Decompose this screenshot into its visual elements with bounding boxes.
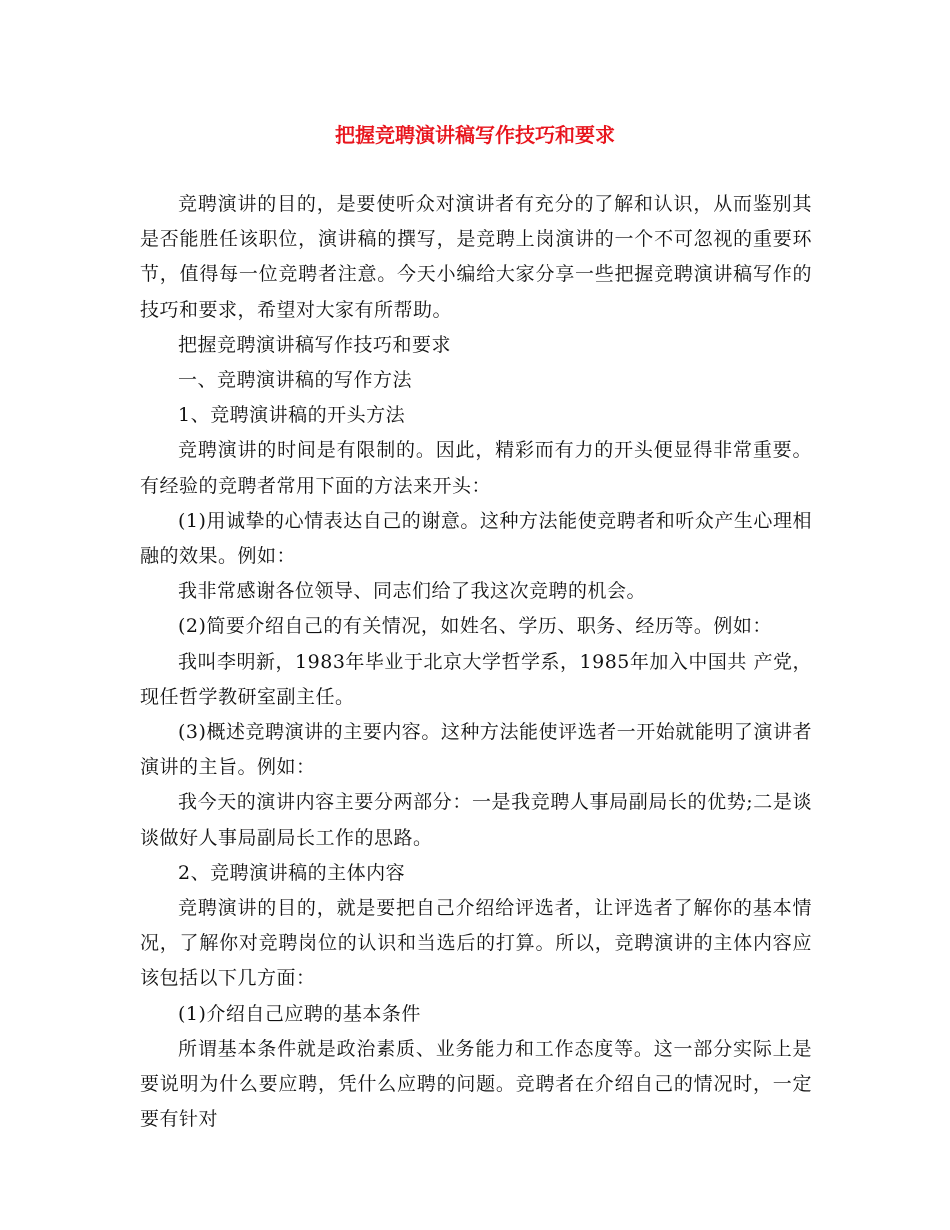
document-body [140,187,812,1137]
list-item-gratitude: (1)用诚挚的心情表达自己的谢意。这种方法能使竞聘者和听众产生心理相融的效果。例如： [140,509,812,568]
example-overview: 我今天的演讲内容主要分两部分：一是我竞聘人事局副局长的优势;二是谈谈做好人事局副局长工作的思路。 [140,791,812,849]
list-item-basic-conditions: (1)介绍自己应聘的基本条件 [178,1002,421,1025]
list-item-self-intro: (2)简要介绍自己的有关情况，如姓名、学历、职务、经历等。例如： [178,615,772,638]
example-self-intro: 我叫李明新，1983年毕业于北京大学哲学系，1985年加入中国共 产党，现任哲学教研室副主任。 [140,650,812,708]
paragraph-opening-importance: 竞聘演讲的时间是有限制的。因此，精彩而有力的开头便显得非常重要。有经验的竞聘者常用下面的方法来开头： [140,439,812,497]
example-gratitude: 我非常感谢各位领导、同志们给了我这次竞聘的机会。 [178,580,647,603]
paragraph-basic-conditions: 所谓基本条件就是政治素质、业务能力和工作态度等。这一部分实际上是要说明为什么要应聘，凭什么应聘的问题。竞聘者在介绍自己的情况时，一定要有针对 [140,1037,812,1131]
list-item-overview: (3)概述竞聘演讲的主要内容。这种方法能使评选者一开始就能明了演讲者演讲的主旨。例如： [140,721,812,779]
subsection-heading-opening: 1、竞聘演讲稿的开头方法 [178,404,406,427]
paragraph-intro: 竞聘演讲的目的，是要使听众对演讲者有充分的了解和认识，从而鉴别其是否能胜任该职位，演讲稿的撰写，是竞聘上岗演讲的一个不可忽视的重要环节，值得每一位竞聘者注意。今天小编给大家分享一些把握竞聘演讲稿写作的技巧和要求，希望对大家有所帮助。 [140,193,812,321]
section-heading-writing-methods: 一、竞聘演讲稿的写作方法 [178,369,413,392]
subsection-heading-main-content: 2、竞聘演讲稿的主体内容 [178,861,406,884]
paragraph-main-content: 竞聘演讲的目的，就是要把自己介绍给评选者，让评选者了解你的基本情况，了解你对竞聘岗位的认识和当选后的打算。所以，竞聘演讲的主体内容应该包括以下几方面： [140,897,812,990]
paragraph-heading: 把握竞聘演讲稿写作技巧和要求 [178,333,452,356]
document-title: 把握竞聘演讲稿写作技巧和要求 [335,123,615,147]
